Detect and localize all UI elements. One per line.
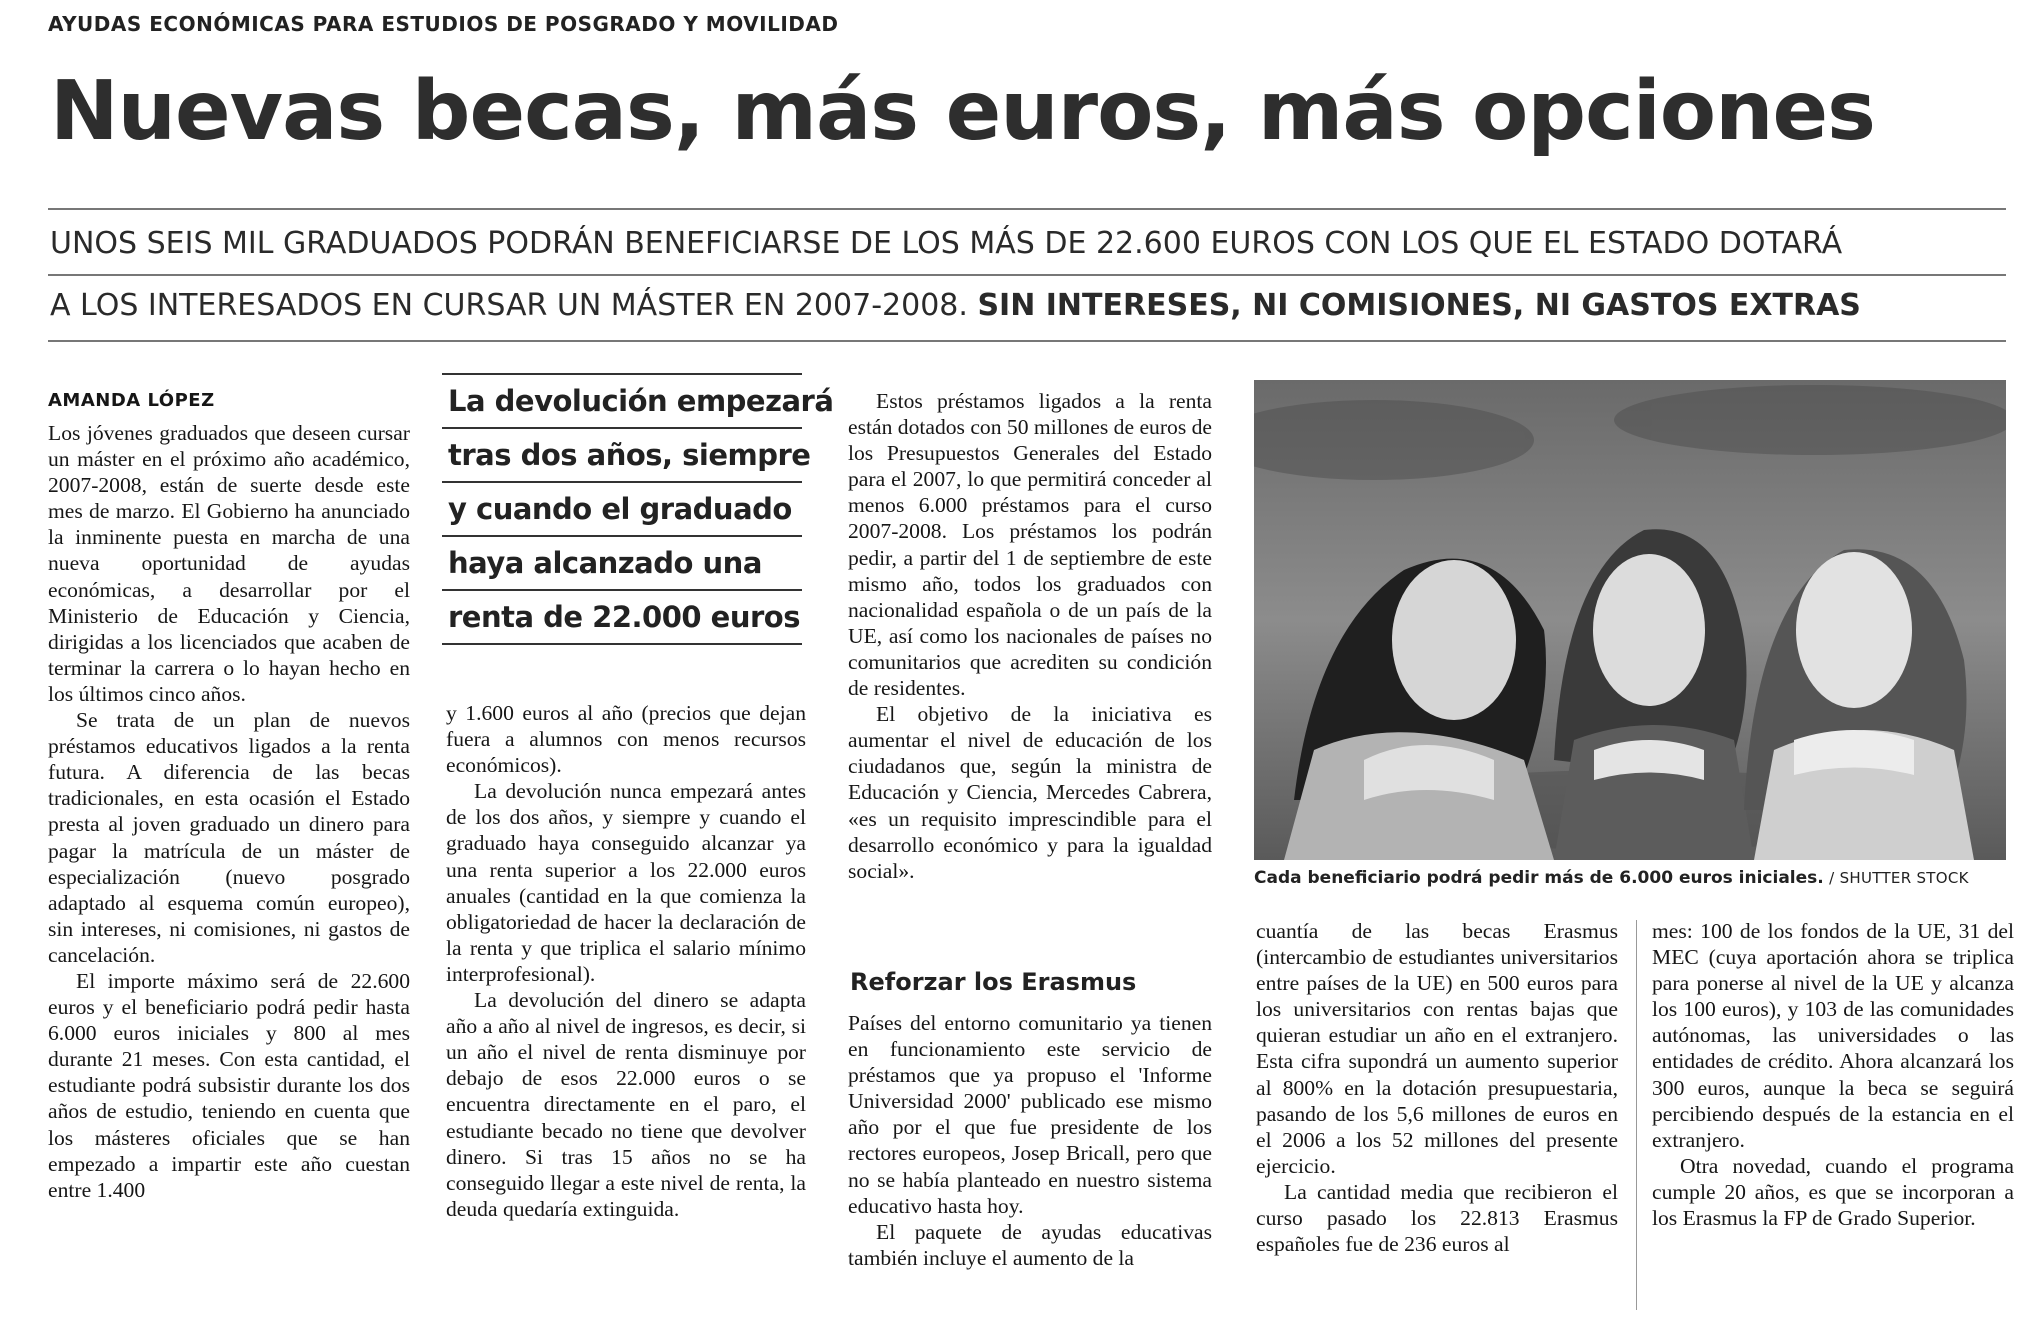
column-divider	[1636, 920, 1637, 1310]
subhead: Reforzar los Erasmus	[850, 968, 1137, 996]
paragraph: Otra novedad, cuando el programa cumple 20 años, es que se incorporan a los Erasmus la FP de Grado Superior.	[1652, 1153, 2014, 1231]
kicker: AYUDAS ECONÓMICAS PARA ESTUDIOS DE POSGRADO Y MOVILIDAD	[48, 12, 839, 36]
paragraph: La cantidad media que recibieron el curso pasado los 22.813 Erasmus españoles fue de 236 euros al	[1256, 1179, 1618, 1257]
deck-top-rule	[48, 208, 2006, 210]
paragraph: Estos préstamos ligados a la renta están dotados con 50 millones de euros de los Presupuestos Generales del Estado para el 2007, lo que permitirá conceder al menos 6.000 préstamos para el curso 2007-2008. Los préstamos los podrán pedir, a partir del 1 de septiembre de este mismo año, todos los graduados con nacionalidad española o de un país de la UE, así como los nacionales de países no comunitarios que acrediten su condición de residentes.	[848, 389, 1213, 701]
paragraph: Países del entorno comunitario ya tienen en funcionamiento este servicio de préstamos que ya propuso el 'Informe Universidad 2000' publicado ese mismo año por el que fue presidente de los rectores europeos, Josep Bricall, pero que no se había planteado en nuestro sistema educativo hasta hoy.	[848, 1011, 1212, 1218]
deck-line-2	[50, 288, 1861, 323]
paragraph: La devolución del dinero se adapta año a año al nivel de ingresos, es decir, si un año el nivel de renta disminuye por debajo de esos 22.000 euros o se encuentra directamente en el paro, el estudiante becado no tiene que devolver dinero. Si tras 15 años no se ha conseguido llegar a este nivel de renta, la deuda quedaría extinguida.	[446, 988, 806, 1221]
photo-credit: / SHUTTER STOCK	[1829, 869, 1969, 887]
pull-quote-line: renta de 22.000 euros	[442, 591, 802, 645]
paragraph: Se trata de un plan de nuevos préstamos educativos ligados a la renta futura. A diferencia de las becas tradicionales, en esta ocasión el Estado presta al joven graduado un dinero para pagar la matrícula de un máster de especialización (nuevo posgrado adaptado al esquema común europeo), sin intereses, ni comisiones, ni gastos de cancelación.	[48, 708, 410, 967]
caption-text: Cada beneficiario podrá pedir más de 6.000 euros iniciales.	[1254, 868, 1824, 888]
deck-line-1: UNOS SEIS MIL GRADUADOS PODRÁN BENEFICIARSE DE LOS MÁS DE 22.600 EUROS CON LOS QUE EL ESTADO DOTARÁ	[50, 226, 1843, 261]
article-column-3-continued	[848, 1010, 1212, 1271]
pull-quote-line: haya alcanzado una	[442, 537, 802, 591]
pull-quote-line: tras dos años, siempre	[442, 429, 802, 483]
photo-three-women-on-grass	[1254, 380, 2006, 860]
paragraph: La devolución nunca empezará antes de los dos años, y siempre y cuando el graduado haya conseguido alcanzar ya una renta superior a los 22.000 euros anuales (cantidad en la que comienza la obligatoriedad de hacer la declaración de la renta y que triplica el salario mínimo interprofesional).	[446, 779, 806, 986]
paragraph: Los jóvenes graduados que deseen cursar un máster en el próximo año académico, 2007-2008, están de suerte desde este mes de marzo. El Gobierno ha anunciado la inminente puesta en marcha de una nueva oportunidad de ayudas económicas, a desarrollar por el Ministerio de Educación y Ciencia, dirigidas a los licenciados que acaben de terminar la carrera o lo hayan hecho en los últimos cinco años.	[48, 421, 410, 706]
paragraph: El objetivo de la iniciativa es aumentar el nivel de educación de los ciudadanos que, según la ministra de Educación y Ciencia, Mercedes Cabrera, «es un requisito imprescindible para el desarrollo económico y para la igualdad social».	[848, 702, 1212, 883]
paragraph: y 1.600 euros al año (precios que dejan fuera a alumnos con menos recursos económicos).	[446, 701, 806, 778]
byline: AMANDA LÓPEZ	[48, 390, 215, 411]
paragraph: El paquete de ayudas educativas también incluye el aumento de la	[848, 1219, 1212, 1270]
article-column-4	[1256, 918, 1618, 1257]
article-column-3	[848, 388, 1212, 884]
deck-bottom-rule	[48, 340, 2006, 342]
article-column-2	[446, 700, 806, 1222]
deck-line-2-text: A LOS INTERESADOS EN CURSAR UN MÁSTER EN 2007-2008.	[50, 288, 968, 323]
article-column-1	[48, 420, 410, 1203]
photo-illustration	[1254, 380, 2006, 860]
paragraph: mes: 100 de los fondos de la UE, 31 del MEC (cuya aportación ahora se triplica para ponerse al nivel de la UE y alcanza los 100 euros), y 103 de las comunidades autónomas, las universidades o las entidades de crédito. Ahora alcanzará los 300 euros, aunque la beca se seguirá percibiendo después de la estancia en el extranjero.	[1652, 919, 2014, 1152]
paragraph: El importe máximo será de 22.600 euros y el beneficiario podrá pedir hasta 6.000 euros iniciales y 800 al mes durante 21 meses. Con esta cantidad, el estudiante podrá subsistir durante los dos años de estudio, teniendo en cuenta que los másteres oficiales que se han empezado a impartir este año cuestan entre 1.400	[48, 968, 410, 1202]
pull-quote-line: y cuando el graduado	[442, 483, 802, 537]
photo-caption	[1254, 868, 2014, 888]
deck-middle-rule	[48, 274, 2006, 276]
deck-line-2-bold: SIN INTERESES, NI COMISIONES, NI GASTOS EXTRAS	[977, 288, 1861, 323]
paragraph: cuantía de las becas Erasmus (intercambio de estudiantes universitarios entre países de la UE) en 500 euros para los universitarios con rentas bajas que quieran estudiar un año en el extranjero. Esta cifra supondrá un aumento superior al 800% en la dotación presupuestaria, pasando de los 5,6 millones de euros en el 2006 a los 52 millones del presente ejercicio.	[1256, 919, 1618, 1178]
article-column-5	[1652, 918, 2014, 1231]
headline: Nuevas becas, más euros, más opciones	[50, 64, 1875, 159]
pull-quote	[442, 373, 834, 645]
pull-quote-line: La devolución empezará	[442, 375, 802, 429]
